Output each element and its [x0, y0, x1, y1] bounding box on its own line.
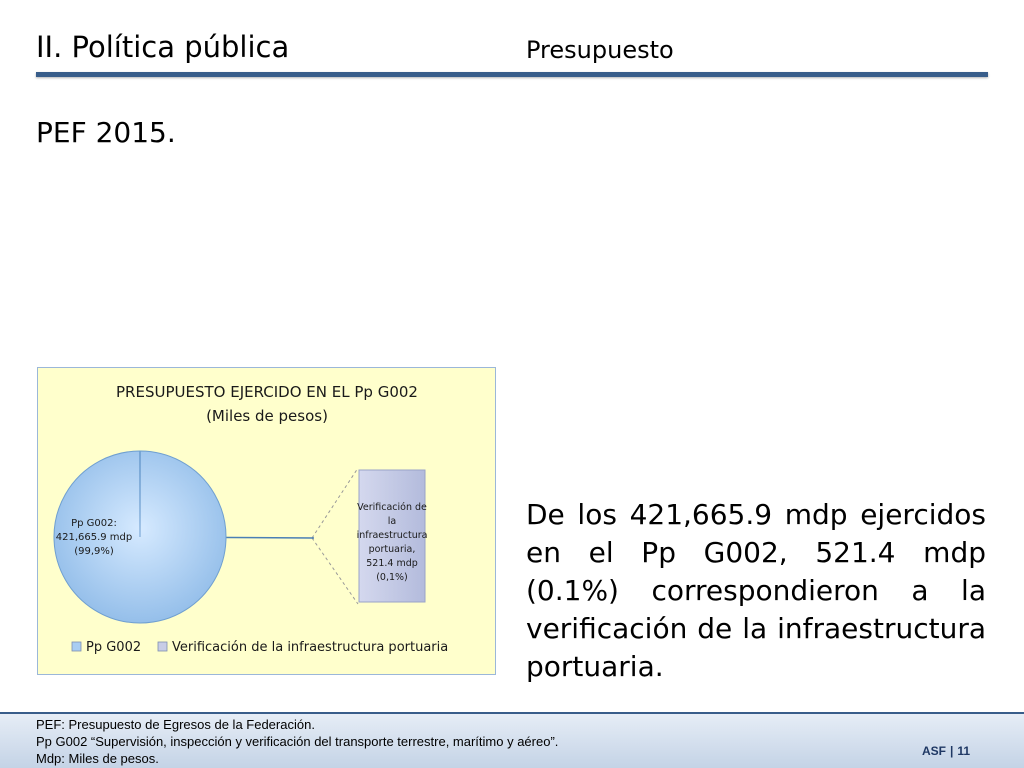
pie-label-pp-g002: Pp G002:	[71, 518, 117, 529]
org-label: ASF	[922, 744, 946, 758]
page-number: 11	[957, 744, 971, 758]
bar-label-verificacion: portuaria,	[368, 544, 416, 555]
footnote-pef: PEF: Presupuesto de Egresos de la Federación.	[36, 717, 315, 732]
bar-label-verificacion: Verificación de	[357, 502, 427, 513]
footnotes	[36, 716, 558, 767]
bar-label-verificacion: (0,1%)	[376, 572, 408, 583]
legend-item-verificacion-label: Verificación de la infraestructura portuaria	[172, 640, 449, 655]
legend-item-pp-g002-label: Pp G002	[86, 640, 142, 655]
summary-paragraph: De los 421,665.9 mdp ejercidos en el Pp G002, 521.4 mdp (0.1%) correspondieron a la verificación de la infraestructura portuaria.	[526, 498, 986, 683]
bar-label-verificacion: la	[387, 516, 397, 527]
legend-item-verificacion-swatch	[158, 642, 167, 651]
bar-label-verificacion: infraestructura	[356, 530, 428, 541]
page-heading: PEF 2015.	[36, 116, 176, 149]
pie-chart-svg	[38, 368, 497, 676]
legend-item-pp-g002-swatch	[72, 642, 81, 651]
header-divider	[36, 72, 988, 77]
section-subtitle: Presupuesto	[526, 36, 674, 64]
chart-subtitle: (Miles de pesos)	[206, 407, 328, 425]
chart-title: PRESUPUESTO EJERCIDO EN EL Pp G002	[116, 383, 418, 401]
section-title: II. Política pública	[36, 30, 290, 64]
bar-label-verificacion: 521.4 mdp	[366, 558, 418, 569]
page-number-tag: ASF | 11	[922, 744, 971, 758]
connector-line-bottom	[312, 538, 358, 604]
connector-line-top	[312, 468, 358, 538]
pie-chart	[37, 367, 496, 675]
pie-label-pp-g002: 421,665.9 mdp	[55, 532, 133, 543]
footnote-ppg002: Pp G002 “Supervisión, inspección y verificación del transporte terrestre, marítimo y aéreo”.	[36, 734, 559, 749]
chart-legend	[72, 640, 448, 655]
footnote-mdp: Mdp: Miles de pesos.	[36, 751, 159, 766]
pie-label-pp-g002: (99,9%)	[74, 546, 114, 557]
